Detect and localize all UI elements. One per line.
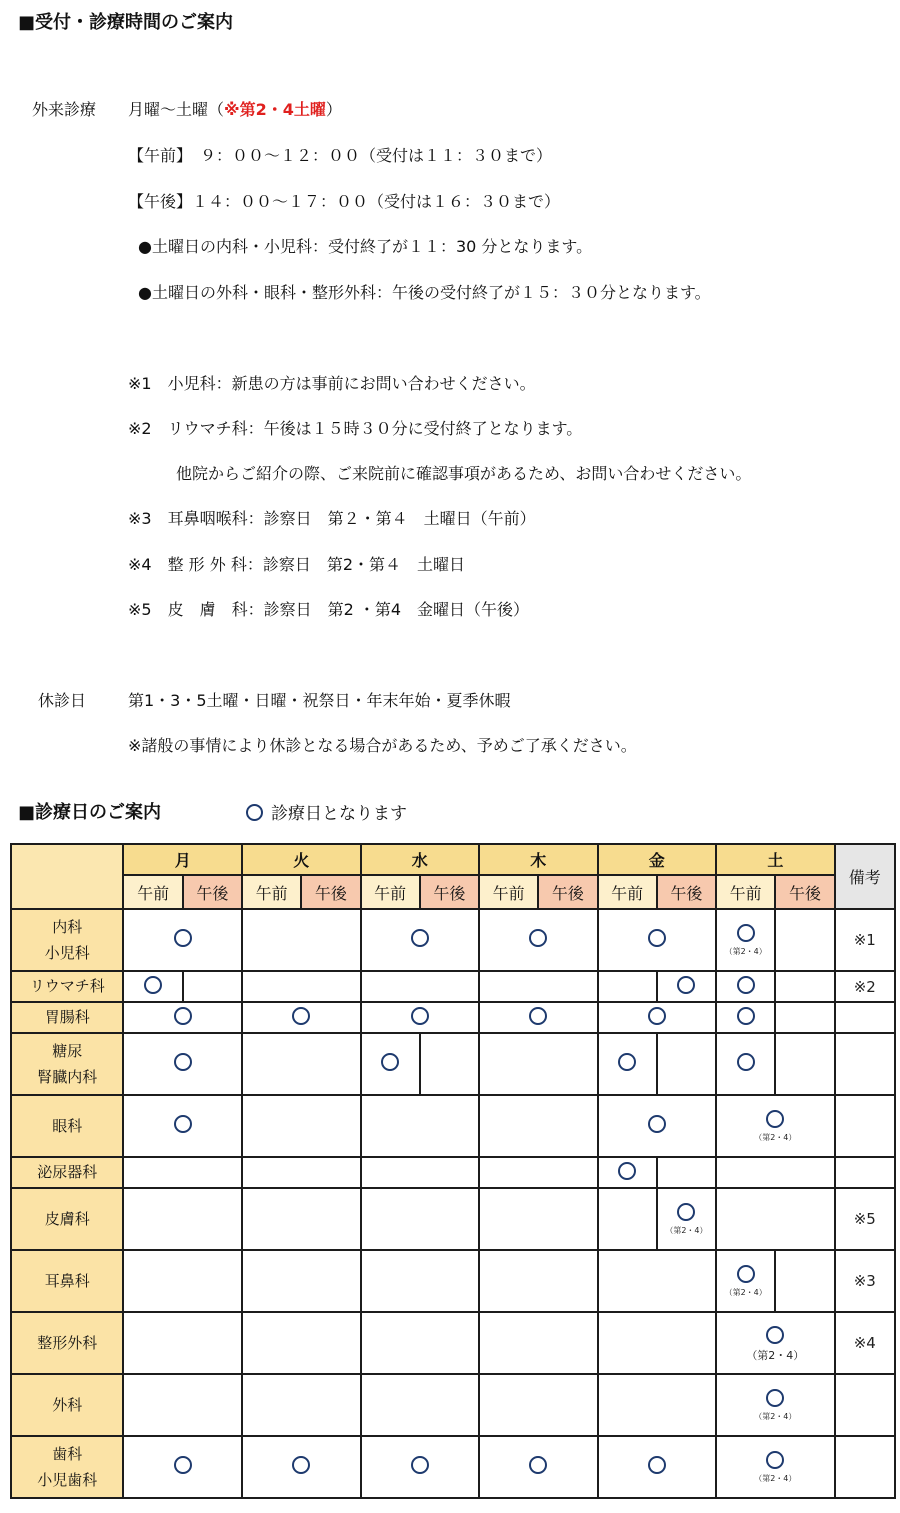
remark: ※1 bbox=[835, 909, 895, 971]
open-circle-icon bbox=[292, 1456, 310, 1474]
slot-open bbox=[123, 1095, 242, 1157]
slot-closed bbox=[657, 1157, 716, 1188]
open-circle-icon bbox=[766, 1389, 784, 1407]
slot-closed bbox=[479, 1033, 598, 1095]
slot-closed bbox=[479, 971, 598, 1002]
slot-closed bbox=[775, 971, 834, 1002]
slot-closed bbox=[123, 1250, 242, 1312]
slot-closed bbox=[479, 1250, 598, 1312]
dept-hinyou: 泌尿器科 bbox=[11, 1157, 123, 1188]
open-circle-icon bbox=[292, 1007, 310, 1025]
slot-open bbox=[479, 909, 598, 971]
open-circle-icon bbox=[529, 1007, 547, 1025]
slot-open bbox=[657, 1188, 716, 1250]
slot-open bbox=[598, 1002, 717, 1033]
remarks-header: 備考 bbox=[835, 844, 895, 909]
note-3: ※3 耳鼻咽喉科：診察日 第２・第４ 土曜日（午前） bbox=[128, 509, 536, 528]
open-circle-icon bbox=[144, 976, 162, 994]
slot-closed bbox=[420, 1033, 479, 1095]
slot-closed bbox=[775, 1002, 834, 1033]
open-circle-icon bbox=[648, 929, 666, 947]
table-row bbox=[11, 909, 895, 971]
open-circle-icon bbox=[529, 929, 547, 947]
am-header: 午前 bbox=[716, 875, 775, 909]
slot-open bbox=[242, 1002, 361, 1033]
dept-ichou: 胃腸科 bbox=[11, 1002, 123, 1033]
open-circle-icon bbox=[766, 1451, 784, 1469]
slot-open bbox=[598, 909, 717, 971]
slot-open bbox=[716, 1436, 835, 1498]
slot-closed bbox=[479, 1312, 598, 1374]
open-circle-icon bbox=[766, 1326, 784, 1344]
slot-closed bbox=[242, 971, 361, 1002]
note-2: ※2 リウマチ科：午後は１５時３０分に受付終了となります。 bbox=[128, 419, 583, 438]
open-circle-icon bbox=[618, 1162, 636, 1180]
slot-closed bbox=[361, 1095, 480, 1157]
open-circle-icon bbox=[737, 976, 755, 994]
slot-open bbox=[123, 1436, 242, 1498]
circle-icon bbox=[246, 804, 263, 821]
slot-closed bbox=[598, 1312, 717, 1374]
slot-open bbox=[716, 1002, 775, 1033]
remark: ※3 bbox=[835, 1250, 895, 1312]
open-circle-icon bbox=[618, 1053, 636, 1071]
slot-open bbox=[242, 1436, 361, 1498]
corner-cell bbox=[11, 844, 123, 909]
slot-closed bbox=[242, 1095, 361, 1157]
dept-tounyou: 糖尿 腎臓内科 bbox=[11, 1033, 123, 1095]
slot-open bbox=[361, 1033, 420, 1095]
slot-closed bbox=[657, 1033, 716, 1095]
slot-open bbox=[716, 1312, 835, 1374]
open-circle-icon bbox=[737, 1007, 755, 1025]
slot-closed bbox=[361, 1188, 480, 1250]
schedule-legend: 診療日となります bbox=[246, 799, 407, 824]
note-5: ※5 皮 膚 科：診察日 第2 ・第4 金曜日（午後） bbox=[128, 600, 530, 619]
slot-open bbox=[123, 909, 242, 971]
day-wed: 水 bbox=[361, 844, 480, 875]
slot-closed bbox=[598, 1188, 657, 1250]
pm-header: 午後 bbox=[420, 875, 479, 909]
slot-closed bbox=[775, 1033, 834, 1095]
slot-closed bbox=[361, 1374, 480, 1436]
slot-closed bbox=[479, 1374, 598, 1436]
slot-open bbox=[716, 971, 775, 1002]
am-hours: 【午前】 ９：００～１２：００（受付は１１：３０まで） bbox=[128, 146, 553, 165]
slot-open bbox=[598, 1436, 717, 1498]
slot-open bbox=[479, 1002, 598, 1033]
dept-ganka: 眼科 bbox=[11, 1095, 123, 1157]
week-note: （第2・4） bbox=[746, 1348, 805, 1362]
pm-hours: 【午後】１４：００～１７：００（受付は１６：３０まで） bbox=[128, 192, 561, 211]
slot-closed bbox=[598, 1250, 717, 1312]
table-row bbox=[11, 1157, 895, 1188]
table-row bbox=[11, 1436, 895, 1498]
slot-closed bbox=[123, 1188, 242, 1250]
slot-closed bbox=[242, 1188, 361, 1250]
slot-closed bbox=[598, 971, 657, 1002]
slot-closed bbox=[716, 1188, 835, 1250]
week-note: （第2・4） bbox=[754, 1133, 797, 1142]
saturday-note-2: ●土曜日の外科・眼科・整形外科：午後の受付終了が１５：３０分となります。 bbox=[138, 283, 711, 302]
slot-open bbox=[598, 1157, 657, 1188]
dept-jibi: 耳鼻科 bbox=[11, 1250, 123, 1312]
am-header: 午前 bbox=[479, 875, 538, 909]
open-circle-icon bbox=[648, 1456, 666, 1474]
open-circle-icon bbox=[766, 1110, 784, 1128]
slot-closed bbox=[361, 1250, 480, 1312]
slot-closed bbox=[123, 1374, 242, 1436]
open-circle-icon bbox=[529, 1456, 547, 1474]
slot-open bbox=[716, 909, 775, 971]
slot-closed bbox=[242, 1033, 361, 1095]
open-circle-icon bbox=[174, 1115, 192, 1133]
pm-header: 午後 bbox=[301, 875, 360, 909]
slot-closed bbox=[361, 971, 480, 1002]
closed-note: ※諸般の事情により休診となる場合があるため、予めご了承ください。 bbox=[128, 736, 637, 755]
schedule-table bbox=[10, 843, 896, 1499]
note-2-continued: 他院からご紹介の際、ご来院前に確認事項があるため、お問い合わせください。 bbox=[176, 464, 752, 483]
day-tue: 火 bbox=[242, 844, 361, 875]
open-circle-icon bbox=[174, 1053, 192, 1071]
remark bbox=[835, 1095, 895, 1157]
closed-days: 第1・3・5土曜・日曜・祝祭日・年末年始・夏季休暇 bbox=[128, 691, 511, 710]
slot-open bbox=[123, 1002, 242, 1033]
table-row bbox=[11, 1002, 895, 1033]
slot-open bbox=[716, 1095, 835, 1157]
slot-closed bbox=[479, 1188, 598, 1250]
open-circle-icon bbox=[411, 1007, 429, 1025]
slot-open bbox=[123, 1033, 242, 1095]
week-note: （第2・4） bbox=[754, 1412, 797, 1421]
pm-header: 午後 bbox=[657, 875, 716, 909]
dept-seikei: 整形外科 bbox=[11, 1312, 123, 1374]
outpatient-days: 月曜～土曜（※第2・4土曜） bbox=[128, 100, 342, 119]
dept-rheuma: リウマチ科 bbox=[11, 971, 123, 1002]
week-note: （第2・4） bbox=[665, 1226, 708, 1235]
slot-closed bbox=[775, 1250, 834, 1312]
slot-open bbox=[716, 1033, 775, 1095]
open-circle-icon bbox=[737, 924, 755, 942]
slot-closed bbox=[361, 1157, 480, 1188]
week-note: （第2・4） bbox=[724, 947, 767, 956]
am-header: 午前 bbox=[598, 875, 657, 909]
slot-closed bbox=[242, 1157, 361, 1188]
table-row bbox=[11, 971, 895, 1002]
week-note: （第2・4） bbox=[724, 1288, 767, 1297]
remark bbox=[835, 1033, 895, 1095]
outpatient-label: 外来診療 bbox=[32, 100, 97, 119]
open-circle-icon bbox=[411, 1456, 429, 1474]
table-row bbox=[11, 1312, 895, 1374]
pm-header: 午後 bbox=[538, 875, 597, 909]
am-header: 午前 bbox=[361, 875, 420, 909]
slot-open bbox=[716, 1374, 835, 1436]
slot-closed bbox=[716, 1157, 835, 1188]
note-4: ※4 整 形 外 科：診察日 第2・第４ 土曜日 bbox=[128, 555, 466, 574]
remark: ※2 bbox=[835, 971, 895, 1002]
remark bbox=[835, 1002, 895, 1033]
table-row bbox=[11, 1374, 895, 1436]
am-header: 午前 bbox=[242, 875, 301, 909]
table-row bbox=[11, 1250, 895, 1312]
slot-open bbox=[361, 909, 480, 971]
open-circle-icon bbox=[677, 1203, 695, 1221]
am-header: 午前 bbox=[123, 875, 182, 909]
slot-open bbox=[361, 1002, 480, 1033]
slot-open bbox=[657, 971, 716, 1002]
slot-open bbox=[123, 971, 182, 1002]
dept-naika: 内科 小児科 bbox=[11, 909, 123, 971]
week-note: （第2・4） bbox=[754, 1474, 797, 1483]
schedule-heading: ■診療日のご案内 bbox=[18, 802, 162, 823]
open-circle-icon bbox=[648, 1115, 666, 1133]
table-row bbox=[11, 1095, 895, 1157]
open-circle-icon bbox=[737, 1265, 755, 1283]
table-row bbox=[11, 1188, 895, 1250]
open-circle-icon bbox=[648, 1007, 666, 1025]
slot-closed bbox=[479, 1157, 598, 1188]
dept-hifu: 皮膚科 bbox=[11, 1188, 123, 1250]
slot-closed bbox=[242, 909, 361, 971]
closed-label: 休診日 bbox=[38, 691, 87, 710]
slot-open bbox=[598, 1095, 717, 1157]
open-circle-icon bbox=[174, 1007, 192, 1025]
slot-closed bbox=[242, 1312, 361, 1374]
remark: ※5 bbox=[835, 1188, 895, 1250]
remark: ※4 bbox=[835, 1312, 895, 1374]
slot-open bbox=[598, 1033, 657, 1095]
pm-header: 午後 bbox=[183, 875, 242, 909]
slot-closed bbox=[242, 1250, 361, 1312]
remark bbox=[835, 1436, 895, 1498]
slot-closed bbox=[598, 1374, 717, 1436]
saturday-note-1: ●土曜日の内科・小児科：受付終了が１１：30 分となります。 bbox=[138, 237, 593, 256]
slot-closed bbox=[183, 971, 242, 1002]
day-mon: 月 bbox=[123, 844, 242, 875]
dept-geka: 外科 bbox=[11, 1374, 123, 1436]
slot-open bbox=[361, 1436, 480, 1498]
day-fri: 金 bbox=[598, 844, 717, 875]
slot-closed bbox=[123, 1157, 242, 1188]
open-circle-icon bbox=[411, 929, 429, 947]
open-circle-icon bbox=[174, 1456, 192, 1474]
day-sat: 土 bbox=[716, 844, 835, 875]
remark bbox=[835, 1374, 895, 1436]
slot-closed bbox=[479, 1095, 598, 1157]
slot-closed bbox=[242, 1374, 361, 1436]
slot-open bbox=[716, 1250, 775, 1312]
day-thu: 木 bbox=[479, 844, 598, 875]
slot-closed bbox=[361, 1312, 480, 1374]
slot-closed bbox=[775, 909, 834, 971]
table-row bbox=[11, 1033, 895, 1095]
dept-shika: 歯科 小児歯科 bbox=[11, 1436, 123, 1498]
open-circle-icon bbox=[381, 1053, 399, 1071]
open-circle-icon bbox=[677, 976, 695, 994]
slot-open bbox=[479, 1436, 598, 1498]
slot-closed bbox=[123, 1312, 242, 1374]
hours-heading: ■受付・診療時間のご案内 bbox=[18, 12, 234, 33]
open-circle-icon bbox=[737, 1053, 755, 1071]
remark bbox=[835, 1157, 895, 1188]
open-circle-icon bbox=[174, 929, 192, 947]
outpatient-days-highlight: ※第2・4土曜 bbox=[224, 100, 326, 119]
note-1: ※1 小児科：新患の方は事前にお問い合わせください。 bbox=[128, 374, 536, 393]
pm-header: 午後 bbox=[775, 875, 834, 909]
